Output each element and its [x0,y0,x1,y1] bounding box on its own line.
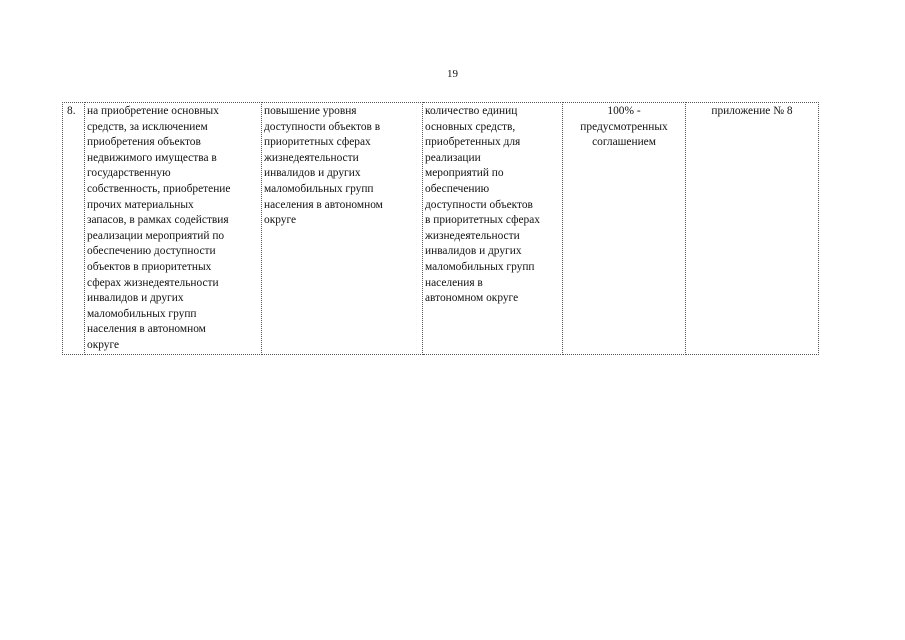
indicator-line: в приоритетных сферах [425,214,540,227]
document-table [62,102,819,355]
purpose-line: на приобретение основных [87,105,219,117]
purpose-line: недвижимого имущества в [87,151,217,164]
result-line: маломобильных групп [264,182,374,195]
result-line: повышение уровня [264,105,357,117]
purpose-line: округе [87,338,120,351]
indicator-line: реализации [425,151,481,164]
purpose-line: средств, за исключением [87,120,208,133]
result-line: приоритетных сферах [264,136,371,149]
row-number-cell [63,103,85,355]
purpose-line: реализации мероприятий по [87,229,225,242]
result-line: населения в автономном [264,198,383,211]
indicator-line: населения в [425,276,483,289]
purpose-line: государственную [87,167,171,180]
purpose-line: населения в автономном [87,323,206,336]
indicator-cell [423,103,563,355]
indicator-line: обеспечению [425,182,490,195]
purpose-line: сферах жизнедеятельности [87,276,219,289]
value-line: предусмотренных [580,120,668,133]
indicator-line: мероприятий по [425,167,504,180]
value-line: 100% - [607,105,641,117]
indicator-line: количество единиц [425,105,518,117]
indicator-line: доступности объектов [425,198,533,211]
indicator-line: жизнедеятельности [425,229,520,242]
indicator-line: приобретенных для [425,136,521,149]
row-number: 8. [67,105,76,117]
result-line: жизнедеятельности [264,151,359,164]
result-line: доступности объектов в [264,120,381,133]
indicator-line: маломобильных групп [425,260,535,273]
value-line: соглашением [592,136,656,149]
indicator-line: инвалидов и других [425,245,522,258]
purpose-line: запасов, в рамках содействия [87,214,229,227]
purpose-line: обеспечению доступности [87,245,216,258]
purpose-line: инвалидов и других [87,292,184,305]
purpose-cell [85,103,262,355]
indicator-line: автономном округе [425,292,519,305]
purpose-line: объектов в приоритетных [87,260,212,273]
indicator-line: основных средств, [425,120,516,133]
appendix-cell [686,103,819,355]
result-line: инвалидов и других [264,167,361,180]
purpose-line: маломобильных групп [87,307,197,320]
value-cell [563,103,686,355]
purpose-line: приобретения объектов [87,136,201,149]
result-line: округе [264,214,297,227]
appendix-reference: приложение № 8 [711,105,793,117]
result-cell [262,103,423,355]
table-row [63,103,819,355]
purpose-line: собственность, приобретение [87,182,231,195]
page-number: 19 [447,68,458,80]
purpose-line: прочих материальных [87,198,194,211]
